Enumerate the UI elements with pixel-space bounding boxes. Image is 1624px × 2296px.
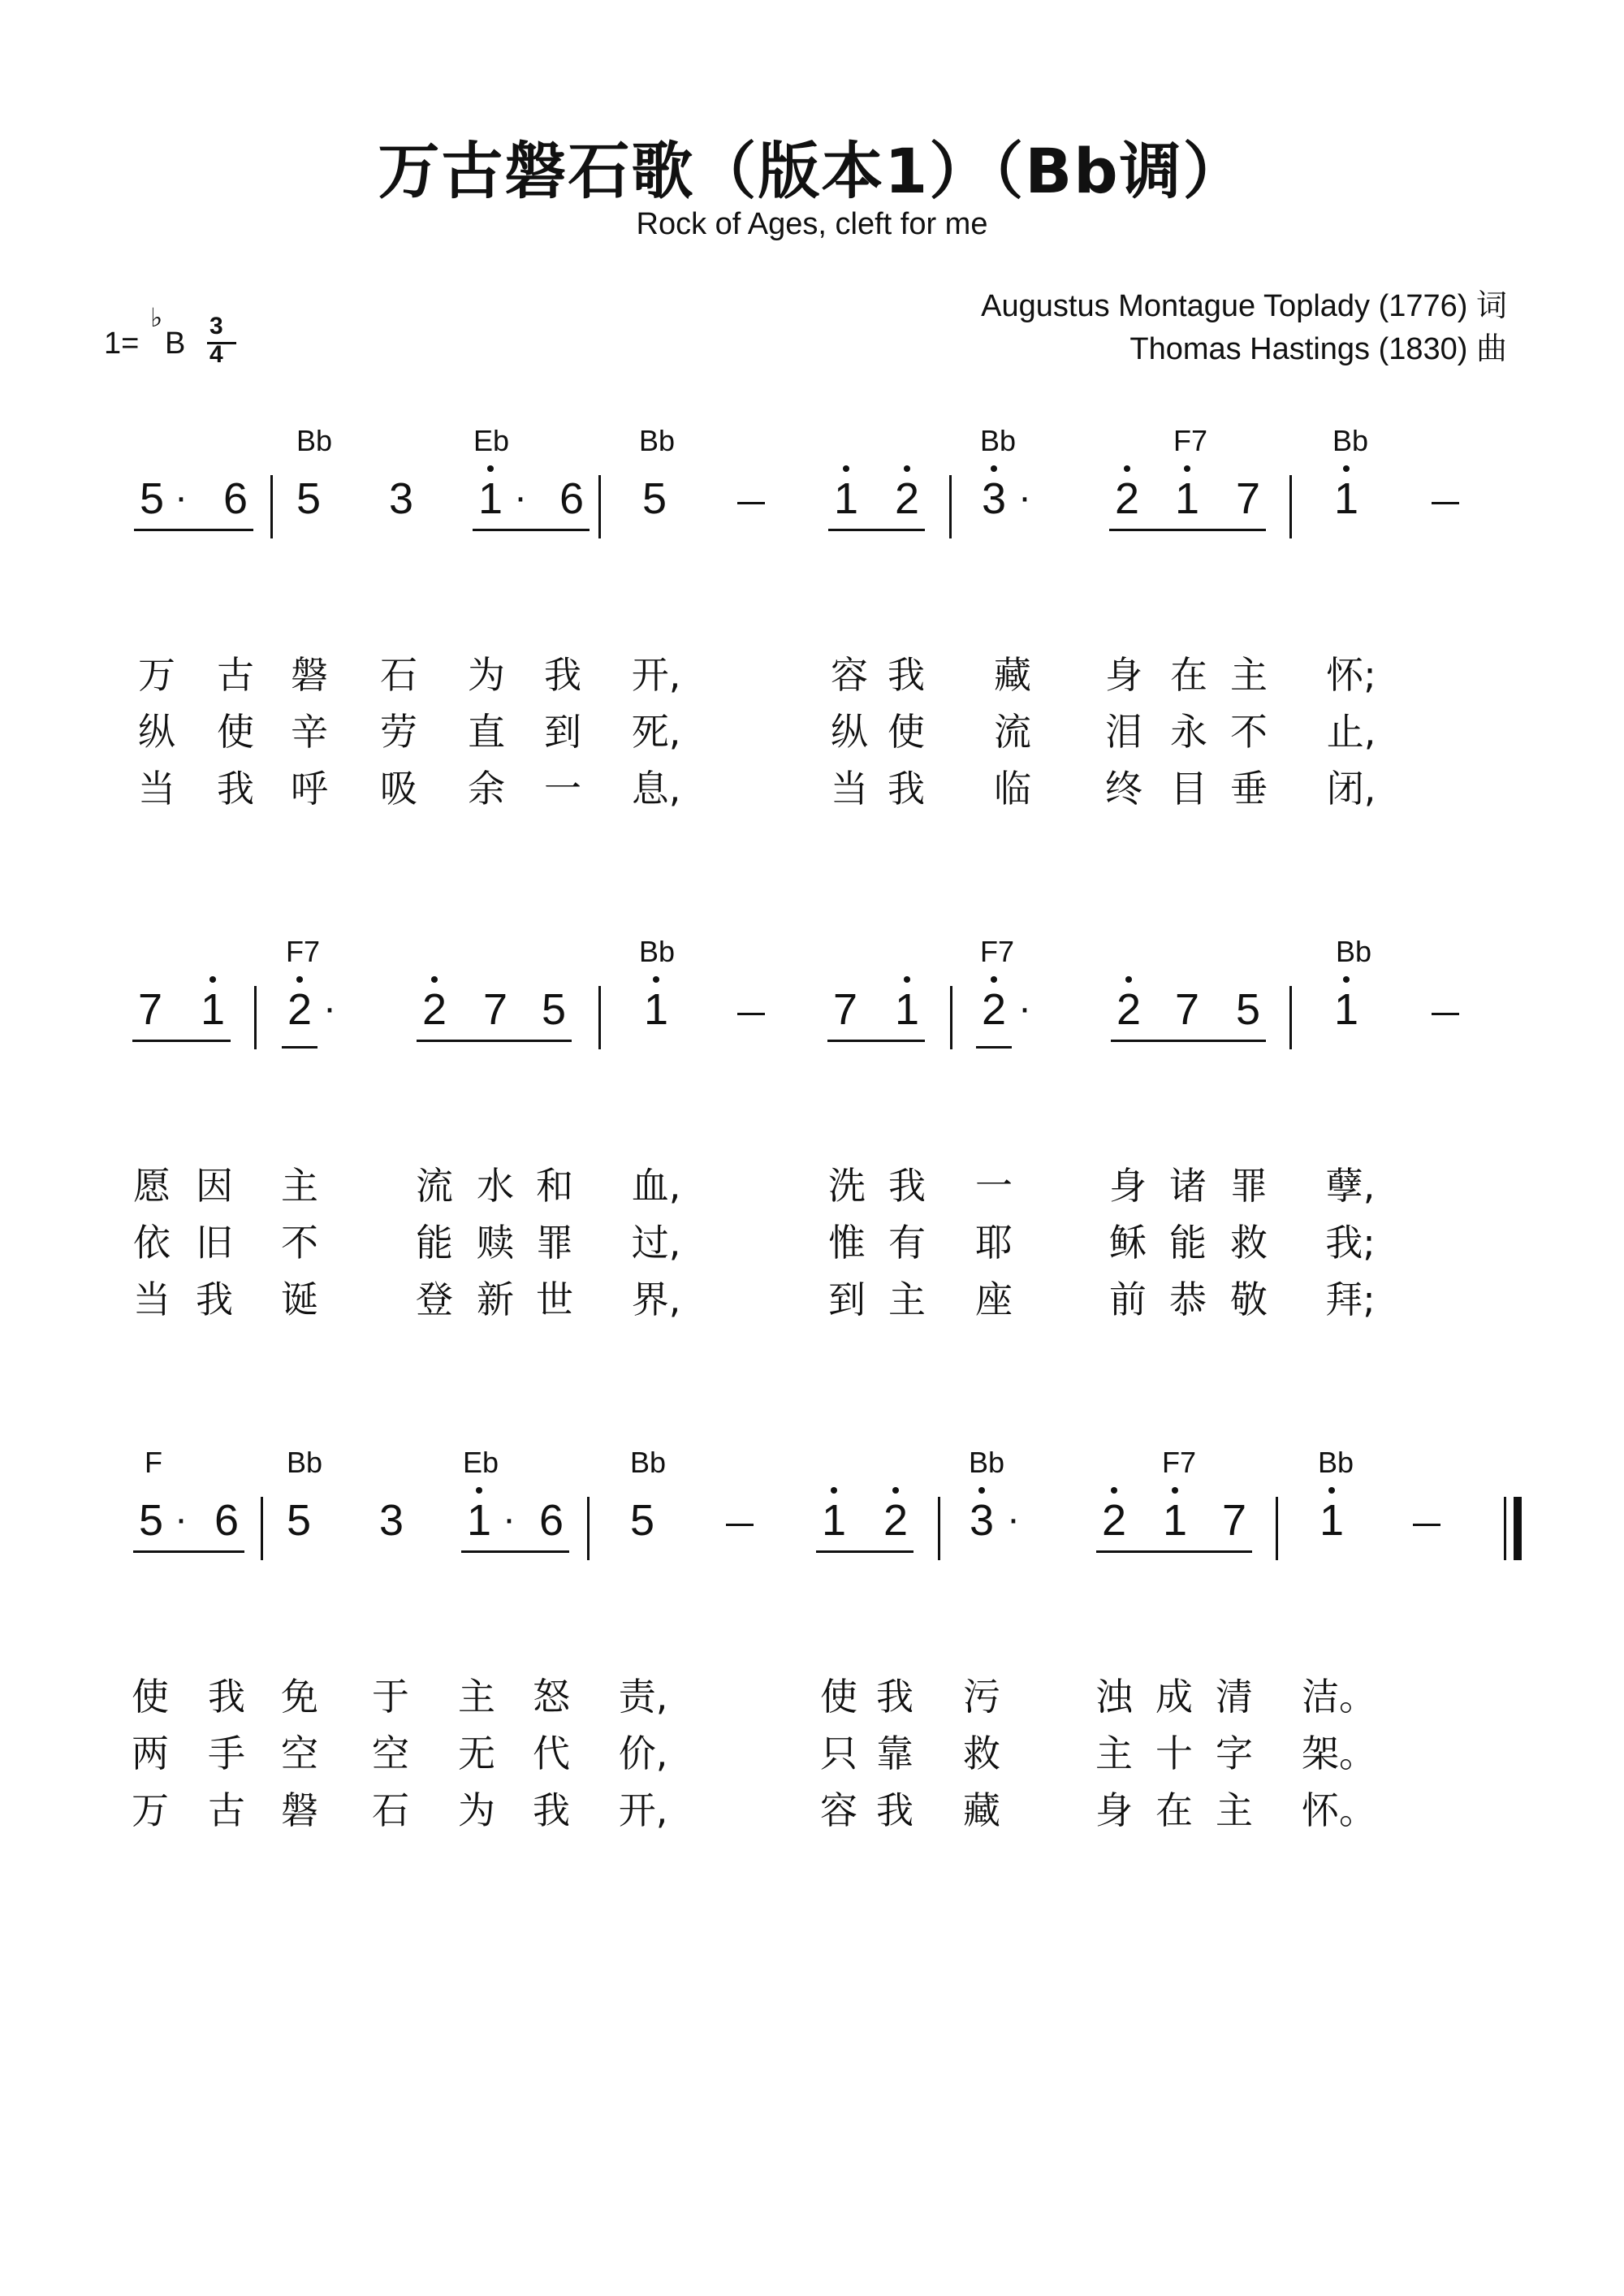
jianpu-note: 7 xyxy=(1221,1496,1247,1545)
jianpu-note: 5 xyxy=(629,1496,655,1545)
beam-underline xyxy=(828,529,925,531)
lyric-syllable: 万 xyxy=(132,1788,169,1832)
beam-underline xyxy=(477,1040,572,1042)
jianpu-note: 2 xyxy=(981,985,1007,1034)
time-signature-numerator: 3 xyxy=(209,313,223,339)
lyric-syllable: 代 xyxy=(533,1732,570,1775)
lyric-syllable: 使 xyxy=(132,1675,169,1719)
lyric-syllable: 一 xyxy=(975,1164,1013,1208)
octave-dot-above xyxy=(904,976,910,983)
beam-underline xyxy=(976,1046,1012,1049)
lyric-syllable: 容 xyxy=(831,653,868,697)
lyric-syllable: 孽, xyxy=(1325,1164,1376,1208)
lyric-syllable: 主 xyxy=(458,1675,495,1719)
jianpu-note: 6 xyxy=(222,474,248,523)
lyric-syllable: 主 xyxy=(888,1278,926,1321)
chord-symbol: Bb xyxy=(968,1446,1005,1479)
octave-dot-above xyxy=(296,976,303,983)
jianpu-note: 1 xyxy=(643,985,669,1034)
jianpu-note: 2 xyxy=(421,985,447,1034)
lyric-syllable: 无 xyxy=(458,1732,495,1775)
lyric-syllable: 石 xyxy=(372,1788,409,1832)
octave-dot-above xyxy=(1328,1487,1335,1494)
bar-line xyxy=(1276,1497,1278,1560)
lyric-syllable: 呼 xyxy=(291,767,328,811)
lyric-syllable: 救 xyxy=(963,1732,1000,1775)
lyric-syllable: 藏 xyxy=(963,1788,1000,1832)
lyric-syllable: 止, xyxy=(1326,710,1376,754)
lyric-syllable: 不 xyxy=(281,1221,318,1265)
beam-underline xyxy=(827,1040,925,1042)
lyric-syllable: 万 xyxy=(138,653,175,697)
lyric-syllable: 我 xyxy=(876,1675,914,1719)
lyric-syllable: 我; xyxy=(1325,1221,1376,1265)
beam-underline xyxy=(1169,529,1266,531)
lyric-syllable: 当 xyxy=(138,767,175,811)
beam-underline xyxy=(134,529,253,531)
lyric-syllable: 过, xyxy=(631,1221,681,1265)
jianpu-note: 5 xyxy=(286,1496,312,1545)
lyric-syllable: 息, xyxy=(631,767,681,811)
bar-line xyxy=(950,986,952,1049)
lyric-syllable: 架。 xyxy=(1302,1732,1376,1775)
lyric-syllable: 惟 xyxy=(828,1221,866,1265)
jianpu-note: 7 xyxy=(1174,985,1200,1034)
jianpu-note: 3 xyxy=(969,1496,995,1545)
key-note: B xyxy=(165,326,186,361)
jianpu-note: 2 xyxy=(287,985,313,1034)
beam-underline xyxy=(1157,1550,1252,1553)
lyric-syllable: 藏 xyxy=(994,653,1031,697)
lyric-syllable: 前 xyxy=(1109,1278,1147,1321)
lyric-syllable: 终 xyxy=(1105,767,1142,811)
beam-underline xyxy=(132,1040,231,1042)
lyric-syllable: 手 xyxy=(208,1732,245,1775)
lyric-syllable: 怀; xyxy=(1326,653,1376,697)
composer-credit: Thomas Hastings (1830) 曲 xyxy=(1129,332,1507,366)
lyric-syllable: 为 xyxy=(458,1788,495,1832)
lyric-syllable: 吸 xyxy=(380,767,417,811)
octave-dot-above xyxy=(892,1487,899,1494)
jianpu-note: 1 xyxy=(466,1496,492,1545)
lyric-syllable: 污 xyxy=(963,1675,1000,1719)
octave-dot-above xyxy=(904,465,910,472)
lyric-syllable: 我 xyxy=(196,1278,233,1321)
jianpu-note: 1 xyxy=(1333,985,1359,1034)
jianpu-note: 2 xyxy=(894,474,920,523)
lyric-syllable: 主 xyxy=(1216,1788,1253,1832)
jianpu-note: 1 xyxy=(1333,474,1359,523)
lyric-syllable: 十 xyxy=(1155,1732,1193,1775)
octave-dot-above xyxy=(1124,465,1130,472)
lyric-syllable: 身 xyxy=(1095,1788,1133,1832)
lyric-syllable: 在 xyxy=(1155,1788,1193,1832)
page-subtitle: Rock of Ages, cleft for me xyxy=(636,207,988,241)
octave-dot-above xyxy=(476,1487,482,1494)
chord-symbol: Bb xyxy=(1317,1446,1354,1479)
hold-dash xyxy=(1432,502,1459,504)
lyric-syllable: 我 xyxy=(888,653,925,697)
lyric-syllable: 死, xyxy=(631,710,681,754)
jianpu-note: 5 xyxy=(641,474,667,523)
jianpu-note: 1 xyxy=(1174,474,1200,523)
beam-underline xyxy=(473,529,590,531)
lyric-syllable: 直 xyxy=(468,710,505,754)
page-title: 万古磐石歌（版本1）（Bb调） xyxy=(378,135,1246,207)
bar-line xyxy=(938,1497,940,1560)
lyric-syllable: 不 xyxy=(1230,710,1268,754)
lyric-syllable: 座 xyxy=(975,1278,1013,1321)
key-prefix: 1= xyxy=(104,326,140,361)
jianpu-note: 3 xyxy=(388,474,414,523)
hold-dash xyxy=(726,1524,754,1526)
lyric-syllable: 有 xyxy=(888,1221,926,1265)
jianpu-note: 7 xyxy=(832,985,858,1034)
jianpu-note: 1 xyxy=(200,985,226,1034)
lyric-syllable: 两 xyxy=(132,1732,169,1775)
lyric-syllable: 辛 xyxy=(291,710,328,754)
lyric-syllable: 我 xyxy=(544,653,581,697)
lyric-syllable: 罪 xyxy=(1230,1164,1268,1208)
octave-dot-above xyxy=(653,976,659,983)
octave-dot-above xyxy=(209,976,216,983)
octave-dot-above xyxy=(431,976,438,983)
final-bar-thick xyxy=(1514,1497,1522,1560)
beam-underline xyxy=(461,1550,569,1553)
lyric-syllable: 开, xyxy=(618,1788,668,1832)
bar-line xyxy=(254,986,257,1049)
lyric-syllable: 使 xyxy=(217,710,254,754)
lyric-syllable: 磐 xyxy=(291,653,328,697)
jianpu-note: 1 xyxy=(894,985,920,1034)
lyric-syllable: 血, xyxy=(631,1164,681,1208)
chord-symbol: Bb xyxy=(638,935,676,968)
chord-symbol: Bb xyxy=(286,1446,323,1479)
hold-dash xyxy=(737,1013,765,1015)
octave-dot-above xyxy=(843,465,849,472)
jianpu-note: 6 xyxy=(214,1496,240,1545)
lyric-syllable: 能 xyxy=(1169,1221,1207,1265)
bar-line xyxy=(587,1497,590,1560)
lyric-syllable: 新 xyxy=(477,1278,514,1321)
lyric-syllable: 身 xyxy=(1105,653,1142,697)
lyric-syllable: 登 xyxy=(416,1278,453,1321)
lyric-syllable: 依 xyxy=(133,1221,171,1265)
chord-symbol: F xyxy=(145,1446,162,1479)
lyric-syllable: 永 xyxy=(1170,710,1207,754)
jianpu-note: 6 xyxy=(559,474,585,523)
time-signature-denominator: 4 xyxy=(209,341,223,368)
jianpu-note: 5 xyxy=(139,474,165,523)
octave-dot-above xyxy=(978,1487,985,1494)
chord-symbol: Bb xyxy=(296,424,333,457)
jianpu-note: 7 xyxy=(1235,474,1261,523)
dot-extension: · xyxy=(175,476,188,519)
lyric-syllable: 因 xyxy=(196,1164,233,1208)
lyric-syllable: 我 xyxy=(533,1788,570,1832)
jianpu-note: 5 xyxy=(1235,985,1261,1034)
lyric-syllable: 流 xyxy=(994,710,1031,754)
dot-extension: · xyxy=(175,1498,188,1541)
lyric-syllable: 耶 xyxy=(975,1221,1013,1265)
jianpu-note: 7 xyxy=(482,985,508,1034)
beam-underline xyxy=(816,1550,914,1553)
lyric-syllable: 到 xyxy=(828,1278,866,1321)
chord-symbol: Bb xyxy=(979,424,1017,457)
lyric-syllable: 泪 xyxy=(1105,710,1142,754)
lyric-syllable: 拜; xyxy=(1325,1278,1376,1321)
lyric-syllable: 我 xyxy=(208,1675,245,1719)
lyric-syllable: 水 xyxy=(477,1164,514,1208)
jianpu-note: 2 xyxy=(1101,1496,1127,1545)
lyric-syllable: 洁。 xyxy=(1302,1675,1376,1719)
lyric-syllable: 只 xyxy=(820,1732,857,1775)
lyric-syllable: 古 xyxy=(217,653,254,697)
key-flat-sign: ♭ xyxy=(150,302,163,333)
lyric-syllable: 当 xyxy=(133,1278,171,1321)
lyric-syllable: 容 xyxy=(820,1788,857,1832)
lyric-syllable: 余 xyxy=(468,767,505,811)
lyric-syllable: 责, xyxy=(618,1675,668,1719)
lyric-syllable: 靠 xyxy=(876,1732,914,1775)
chord-symbol: F7 xyxy=(1173,424,1208,457)
lyric-syllable: 旧 xyxy=(196,1221,233,1265)
octave-dot-above xyxy=(1184,465,1190,472)
lyric-syllable: 临 xyxy=(994,767,1031,811)
chord-symbol: Bb xyxy=(1332,424,1369,457)
lyric-syllable: 于 xyxy=(372,1675,409,1719)
hold-dash xyxy=(737,502,765,504)
dot-extension: · xyxy=(514,476,527,519)
jianpu-note: 1 xyxy=(1319,1496,1345,1545)
lyric-syllable: 我 xyxy=(888,1164,926,1208)
lyric-syllable: 在 xyxy=(1170,653,1207,697)
lyric-syllable: 稣 xyxy=(1109,1221,1147,1265)
hold-dash xyxy=(1432,1013,1459,1015)
bar-line xyxy=(261,1497,263,1560)
lyricist-credit: Augustus Montague Toplady (1776) 词 xyxy=(981,289,1507,323)
lyric-syllable: 使 xyxy=(820,1675,857,1719)
dot-extension: · xyxy=(1018,987,1031,1030)
octave-dot-above xyxy=(487,465,494,472)
beam-underline xyxy=(282,1046,317,1049)
lyric-syllable: 流 xyxy=(416,1164,453,1208)
jianpu-note: 7 xyxy=(137,985,163,1034)
final-bar-thin xyxy=(1504,1497,1506,1560)
lyric-syllable: 怀。 xyxy=(1302,1788,1376,1832)
lyric-syllable: 主 xyxy=(1230,653,1268,697)
dot-extension: · xyxy=(1007,1498,1020,1541)
jianpu-note: 1 xyxy=(833,474,859,523)
jianpu-note: 1 xyxy=(477,474,503,523)
chord-symbol: Bb xyxy=(629,1446,667,1479)
jianpu-note: 1 xyxy=(1162,1496,1188,1545)
lyric-syllable: 开, xyxy=(631,653,681,697)
lyric-syllable: 价, xyxy=(618,1732,668,1775)
lyric-syllable: 主 xyxy=(1095,1732,1133,1775)
lyric-syllable: 垂 xyxy=(1230,767,1268,811)
chord-symbol: F7 xyxy=(285,935,321,968)
lyric-syllable: 和 xyxy=(536,1164,573,1208)
lyric-syllable: 纵 xyxy=(138,710,175,754)
lyric-syllable: 界, xyxy=(631,1278,681,1321)
octave-dot-above xyxy=(1125,976,1132,983)
lyric-syllable: 世 xyxy=(536,1278,573,1321)
jianpu-note: 1 xyxy=(821,1496,847,1545)
jianpu-note: 3 xyxy=(378,1496,404,1545)
jianpu-note: 5 xyxy=(138,1496,164,1545)
jianpu-note: 2 xyxy=(883,1496,909,1545)
lyric-syllable: 古 xyxy=(208,1788,245,1832)
octave-dot-above xyxy=(991,465,997,472)
lyric-syllable: 赎 xyxy=(477,1221,514,1265)
lyric-syllable: 罪 xyxy=(536,1221,573,1265)
lyric-syllable: 敬 xyxy=(1230,1278,1268,1321)
octave-dot-above xyxy=(1172,1487,1178,1494)
lyric-syllable: 身 xyxy=(1109,1164,1147,1208)
jianpu-note: 2 xyxy=(1114,474,1140,523)
bar-line xyxy=(1289,475,1292,538)
chord-symbol: F7 xyxy=(1161,1446,1197,1479)
lyric-syllable: 愿 xyxy=(133,1164,171,1208)
jianpu-note: 2 xyxy=(1116,985,1142,1034)
jianpu-note: 5 xyxy=(296,474,322,523)
lyric-syllable: 怒 xyxy=(533,1675,570,1719)
lyric-syllable: 使 xyxy=(888,710,925,754)
lyric-syllable: 为 xyxy=(468,653,505,697)
lyric-syllable: 当 xyxy=(831,767,868,811)
dot-extension: · xyxy=(1018,476,1031,519)
lyric-syllable: 主 xyxy=(281,1164,318,1208)
lyric-syllable: 能 xyxy=(416,1221,453,1265)
beam-underline xyxy=(133,1550,244,1553)
bar-line xyxy=(949,475,952,538)
beam-underline xyxy=(1169,1040,1266,1042)
chord-symbol: Bb xyxy=(638,424,676,457)
lyric-syllable: 目 xyxy=(1170,767,1207,811)
chord-symbol: Bb xyxy=(1335,935,1372,968)
lyric-syllable: 纵 xyxy=(831,710,868,754)
lyric-syllable: 恭 xyxy=(1169,1278,1207,1321)
jianpu-note: 5 xyxy=(541,985,567,1034)
lyric-syllable: 诸 xyxy=(1169,1164,1207,1208)
lyric-syllable: 空 xyxy=(281,1732,318,1775)
lyric-syllable: 我 xyxy=(217,767,254,811)
lyric-syllable: 免 xyxy=(281,1675,318,1719)
octave-dot-above xyxy=(831,1487,837,1494)
lyric-syllable: 闭, xyxy=(1326,767,1376,811)
octave-dot-above xyxy=(1343,976,1350,983)
bar-line xyxy=(270,475,273,538)
bar-line xyxy=(598,475,601,538)
lyric-syllable: 一 xyxy=(544,767,581,811)
hold-dash xyxy=(1413,1524,1440,1526)
dot-extension: · xyxy=(323,987,336,1030)
octave-dot-above xyxy=(1343,465,1350,472)
lyric-syllable: 浊 xyxy=(1095,1675,1133,1719)
lyric-syllable: 磐 xyxy=(281,1788,318,1832)
dot-extension: · xyxy=(503,1498,516,1541)
lyric-syllable: 救 xyxy=(1230,1221,1268,1265)
jianpu-note: 3 xyxy=(981,474,1007,523)
bar-line xyxy=(1289,986,1292,1049)
octave-dot-above xyxy=(991,976,997,983)
lyric-syllable: 空 xyxy=(372,1732,409,1775)
lyric-syllable: 诞 xyxy=(281,1278,318,1321)
jianpu-note: 6 xyxy=(538,1496,564,1545)
lyric-syllable: 洗 xyxy=(828,1164,866,1208)
chord-symbol: Eb xyxy=(473,424,510,457)
chord-symbol: Eb xyxy=(462,1446,499,1479)
bar-line xyxy=(598,986,601,1049)
lyric-syllable: 石 xyxy=(380,653,417,697)
lyric-syllable: 我 xyxy=(876,1788,914,1832)
lyric-syllable: 成 xyxy=(1155,1675,1193,1719)
lyric-syllable: 到 xyxy=(544,710,581,754)
lyric-syllable: 我 xyxy=(888,767,925,811)
lyric-syllable: 劳 xyxy=(380,710,417,754)
octave-dot-above xyxy=(1111,1487,1117,1494)
lyric-syllable: 字 xyxy=(1216,1732,1253,1775)
lyric-syllable: 清 xyxy=(1216,1675,1253,1719)
chord-symbol: F7 xyxy=(979,935,1015,968)
